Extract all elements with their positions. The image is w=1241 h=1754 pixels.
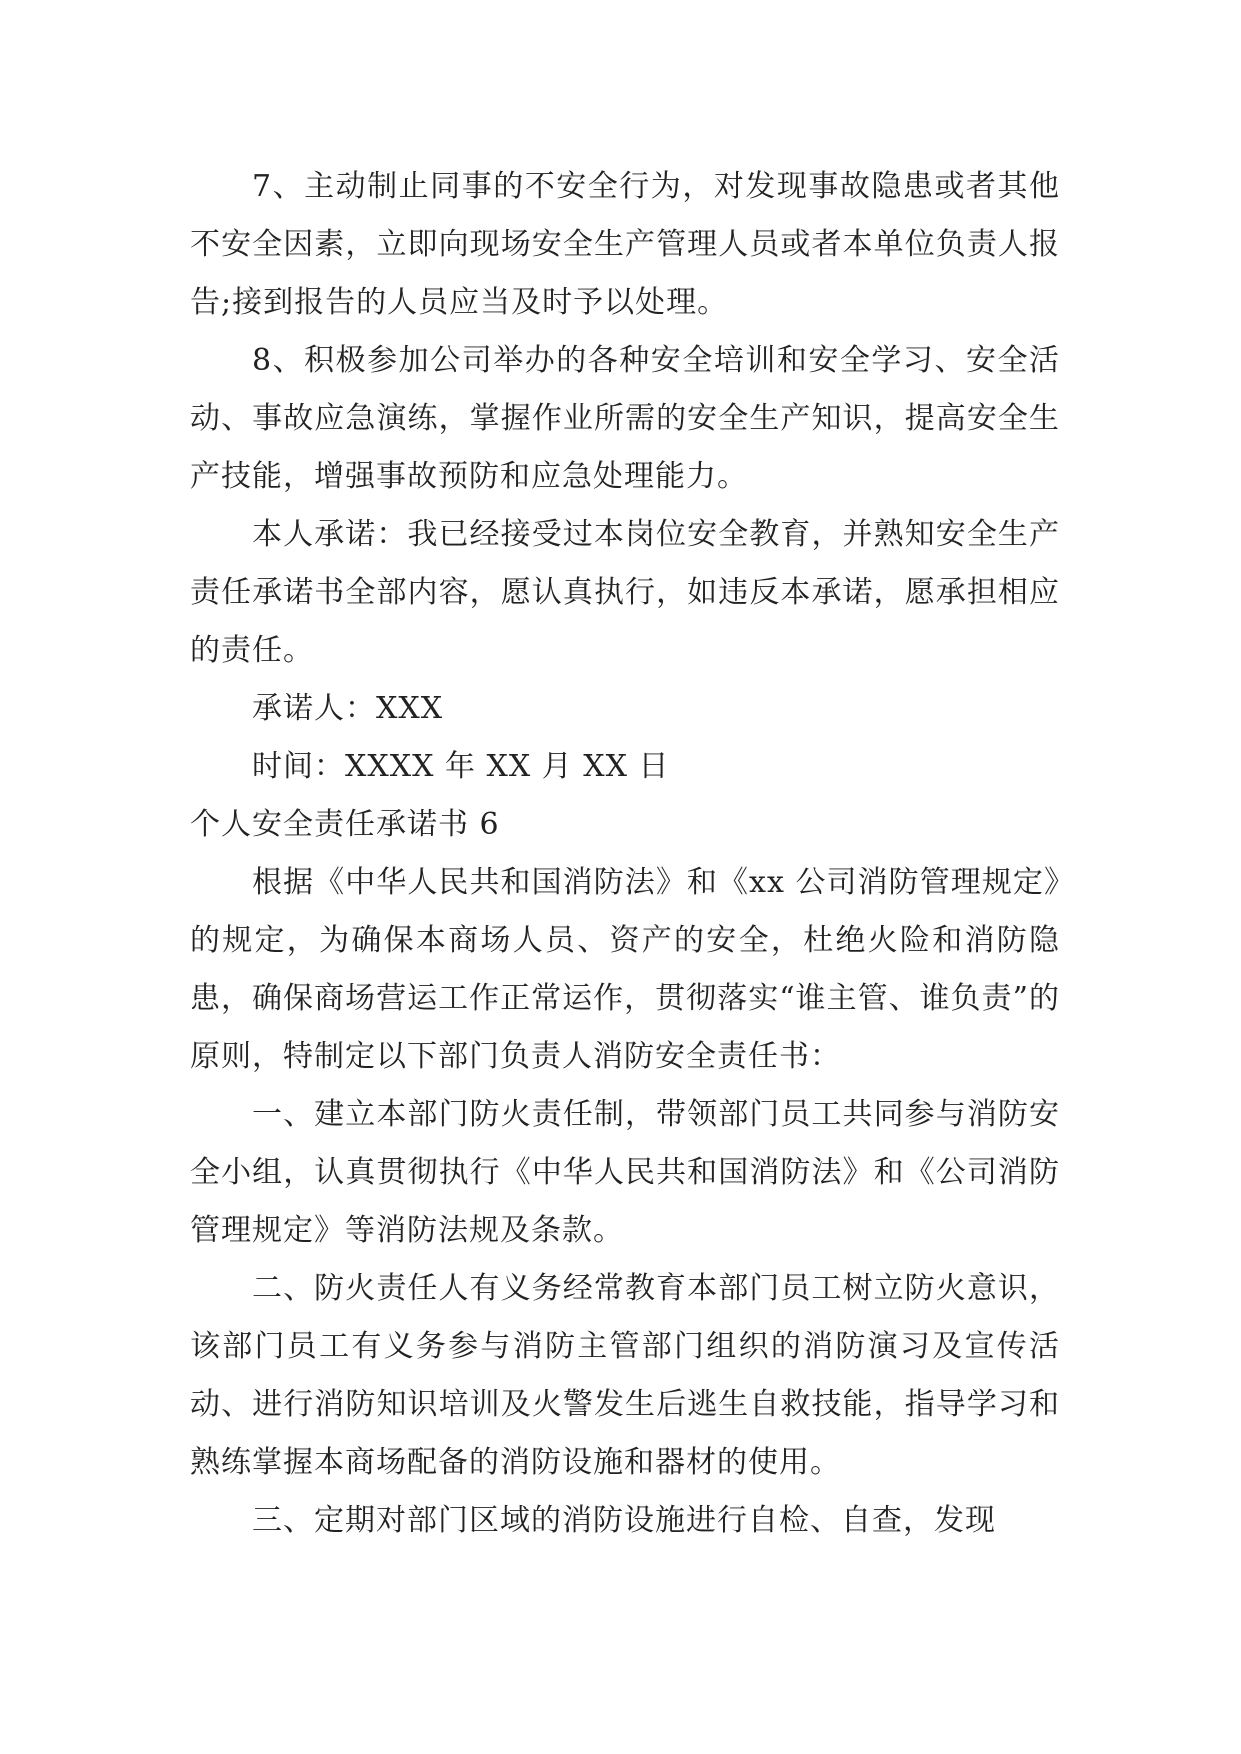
paragraph-item-8: 8、积极参加公司举办的各种安全培训和安全学习、安全活动、事故应急演练，掌握作业所需的安全生产知识，提高安全生产技能，增强事故预防和应急处理能力。: [190, 343, 1060, 494]
commitment-statement: 本人承诺：我已经接受过本岗位安全教育，并熟知安全生产责任承诺书全部内容，愿认真执行，如违反本承诺，愿承担相应的责任。: [190, 517, 1060, 668]
date-line: 时间：XXXX 年 XX 月 XX 日: [252, 749, 670, 784]
clause-two: 二、防火责任人有义务经常教育本部门员工树立防火意识，该部门员工有义务参与消防主管部门组织的消防演习及宣传活动、进行消防知识培训及火警发生后逃生自救技能，指导学习和熟练掌握本商场配备的消防设施和器材的使用。: [190, 1271, 1060, 1480]
signer-line: 承诺人：XXX: [252, 691, 444, 726]
clause-one: 一、建立本部门防火责任制，带领部门员工共同参与消防安全小组，认真贯彻执行《中华人民共和国消防法》和《公司消防管理规定》等消防法规及条款。: [190, 1097, 1060, 1248]
clause-three: 三、定期对部门区域的消防设施进行自检、自查，发现: [252, 1503, 996, 1538]
intro-paragraph: 根据《中华人民共和国消防法》和《xx 公司消防管理规定》的规定，为确保本商场人员、资产的安全，杜绝火险和消防隐患，确保商场营运工作正常运作，贯彻落实“谁主管、谁负责”的原则，特制定以下部门负责人消防安全责任书：: [190, 865, 1060, 1074]
document-body: [190, 158, 1060, 1550]
section-heading: 个人安全责任承诺书 6: [190, 807, 500, 842]
paragraph-item-7: 7、主动制止同事的不安全行为，对发现事故隐患或者其他不安全因素，立即向现场安全生产管理人员或者本单位负责人报告;接到报告的人员应当及时予以处理。: [190, 169, 1060, 320]
